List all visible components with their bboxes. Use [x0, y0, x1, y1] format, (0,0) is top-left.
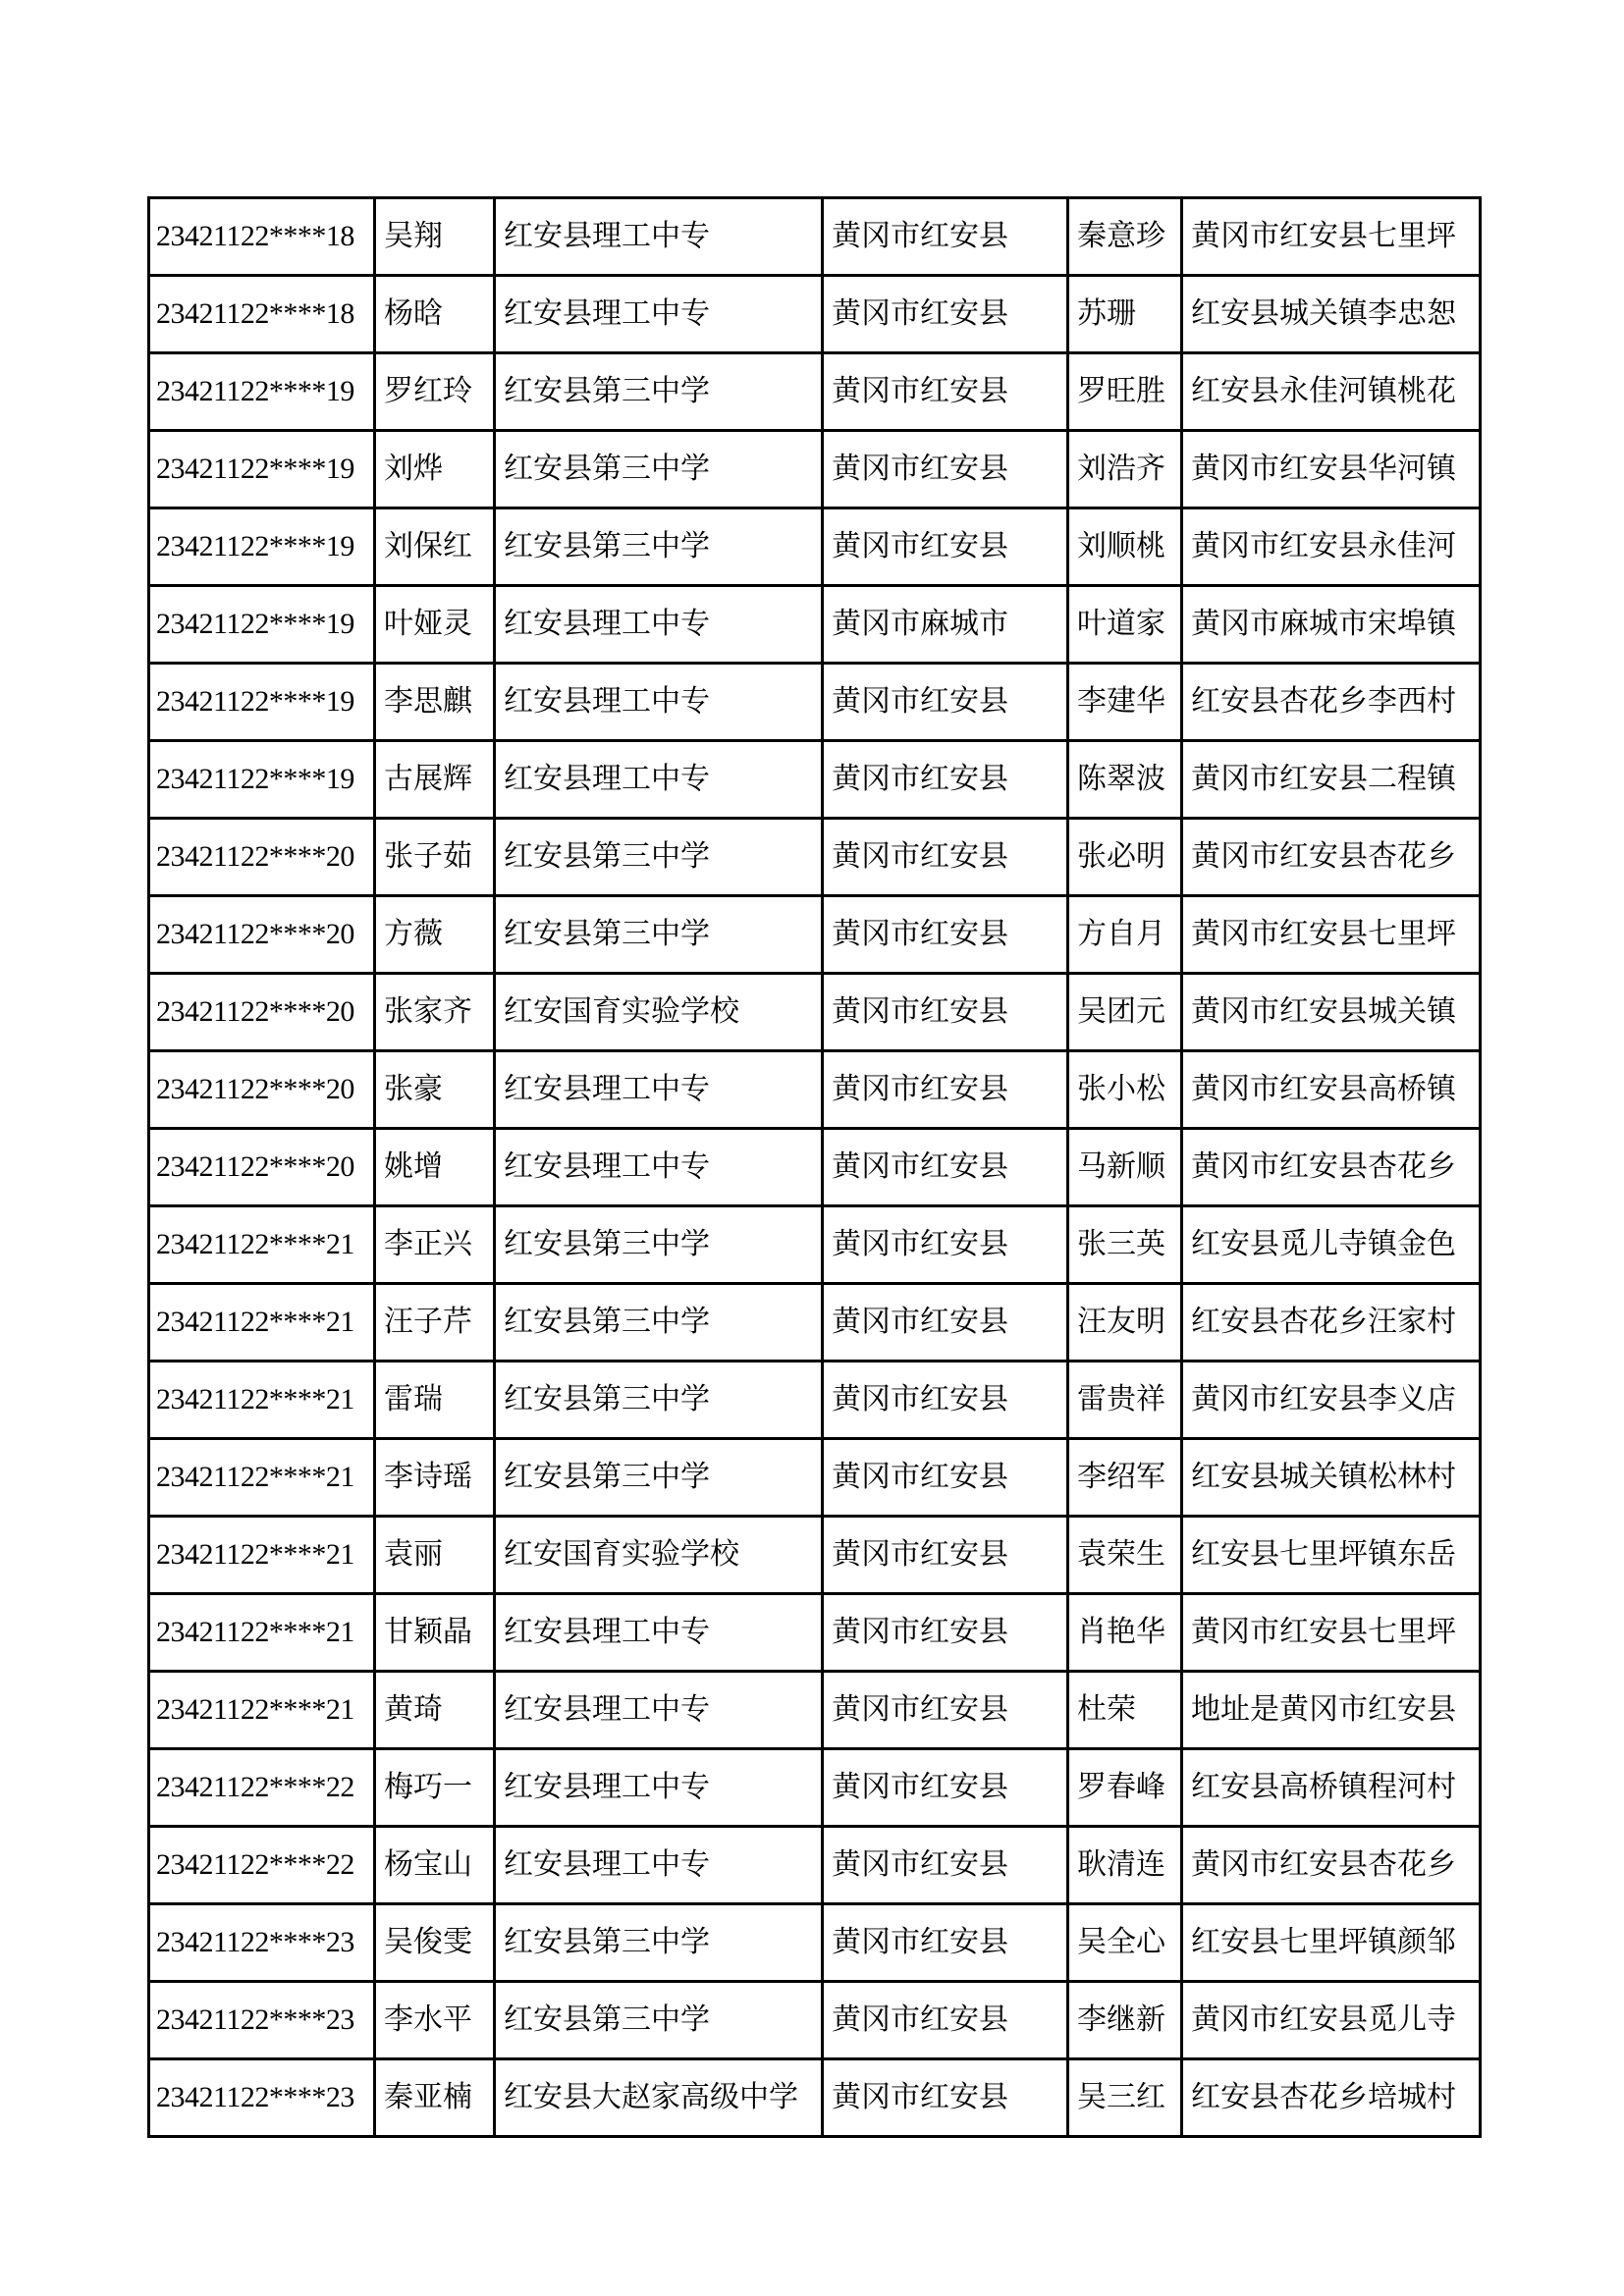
name-cell: 姚增 [375, 1129, 495, 1206]
guardian-cell: 雷贵祥 [1068, 1362, 1182, 1439]
id-cell: 23421122****21 [149, 1206, 375, 1284]
table-row [149, 1129, 1481, 1206]
guardian-cell: 肖艳华 [1068, 1594, 1182, 1672]
id-cell: 23421122****22 [149, 1749, 375, 1827]
table-row [149, 1594, 1481, 1672]
id-cell: 23421122****21 [149, 1517, 375, 1594]
address-cell: 黄冈市红安县七里坪 [1182, 198, 1481, 276]
school-cell: 红安国育实验学校 [495, 974, 823, 1051]
table-row [149, 431, 1481, 508]
school-cell: 红安县理工中专 [495, 586, 823, 664]
id-cell: 23421122****20 [149, 819, 375, 896]
guardian-cell: 吴团元 [1068, 974, 1182, 1051]
region-cell: 黄冈市红安县 [823, 431, 1068, 508]
id-cell: 23421122****21 [149, 1439, 375, 1517]
address-cell: 红安县七里坪镇东岳 [1182, 1517, 1481, 1594]
region-cell: 黄冈市红安县 [823, 2059, 1068, 2137]
table-body [149, 198, 1481, 2137]
id-cell: 23421122****20 [149, 974, 375, 1051]
name-cell: 袁丽 [375, 1517, 495, 1594]
table-row [149, 896, 1481, 974]
school-cell: 红安县第三中学 [495, 1982, 823, 2059]
guardian-cell: 叶道家 [1068, 586, 1182, 664]
name-cell: 黄琦 [375, 1672, 495, 1749]
name-cell: 秦亚楠 [375, 2059, 495, 2137]
id-cell: 23421122****19 [149, 741, 375, 819]
name-cell: 李水平 [375, 1982, 495, 2059]
address-cell: 红安县杏花乡汪家村 [1182, 1284, 1481, 1362]
address-cell: 红安县永佳河镇桃花 [1182, 353, 1481, 431]
guardian-cell: 张三英 [1068, 1206, 1182, 1284]
guardian-cell: 张必明 [1068, 819, 1182, 896]
name-cell: 方薇 [375, 896, 495, 974]
name-cell: 汪子芹 [375, 1284, 495, 1362]
address-cell: 地址是黄冈市红安县 [1182, 1672, 1481, 1749]
guardian-cell: 马新顺 [1068, 1129, 1182, 1206]
id-cell: 23421122****19 [149, 508, 375, 586]
guardian-cell: 罗春峰 [1068, 1749, 1182, 1827]
table-row [149, 1982, 1481, 2059]
address-cell: 红安县城关镇松林村 [1182, 1439, 1481, 1517]
region-cell: 黄冈市红安县 [823, 1439, 1068, 1517]
school-cell: 红安县第三中学 [495, 819, 823, 896]
guardian-cell: 汪友明 [1068, 1284, 1182, 1362]
region-cell: 黄冈市红安县 [823, 198, 1068, 276]
table-row [149, 353, 1481, 431]
id-cell: 23421122****21 [149, 1362, 375, 1439]
school-cell: 红安县第三中学 [495, 1206, 823, 1284]
address-cell: 红安县杏花乡李西村 [1182, 664, 1481, 741]
address-cell: 黄冈市红安县高桥镇 [1182, 1051, 1481, 1129]
guardian-cell: 袁荣生 [1068, 1517, 1182, 1594]
table-row [149, 1439, 1481, 1517]
guardian-cell: 秦意珍 [1068, 198, 1182, 276]
table-row [149, 741, 1481, 819]
table-row [149, 2059, 1481, 2137]
id-cell: 23421122****19 [149, 353, 375, 431]
region-cell: 黄冈市红安县 [823, 1672, 1068, 1749]
region-cell: 黄冈市红安县 [823, 508, 1068, 586]
region-cell: 黄冈市红安县 [823, 741, 1068, 819]
table-row [149, 1517, 1481, 1594]
table-row [149, 974, 1481, 1051]
school-cell: 红安县理工中专 [495, 664, 823, 741]
address-cell: 红安县杏花乡培城村 [1182, 2059, 1481, 2137]
table-row [149, 1206, 1481, 1284]
school-cell: 红安县第三中学 [495, 1362, 823, 1439]
id-cell: 23421122****21 [149, 1284, 375, 1362]
id-cell: 23421122****23 [149, 1982, 375, 2059]
guardian-cell: 耿清连 [1068, 1827, 1182, 1904]
guardian-cell: 吴三红 [1068, 2059, 1182, 2137]
id-cell: 23421122****21 [149, 1594, 375, 1672]
address-cell: 黄冈市红安县杏花乡 [1182, 1827, 1481, 1904]
table-row [149, 819, 1481, 896]
school-cell: 红安县第三中学 [495, 1284, 823, 1362]
school-cell: 红安县第三中学 [495, 353, 823, 431]
name-cell: 杨宝山 [375, 1827, 495, 1904]
address-cell: 黄冈市麻城市宋埠镇 [1182, 586, 1481, 664]
school-cell: 红安县大赵家高级中学 [495, 2059, 823, 2137]
id-cell: 23421122****22 [149, 1827, 375, 1904]
school-cell: 红安县第三中学 [495, 431, 823, 508]
name-cell: 张家齐 [375, 974, 495, 1051]
region-cell: 黄冈市红安县 [823, 1982, 1068, 2059]
name-cell: 吴俊雯 [375, 1904, 495, 1982]
region-cell: 黄冈市红安县 [823, 1362, 1068, 1439]
school-cell: 红安县理工中专 [495, 1827, 823, 1904]
school-cell: 红安县理工中专 [495, 276, 823, 353]
name-cell: 罗红玲 [375, 353, 495, 431]
school-cell: 红安县理工中专 [495, 1672, 823, 1749]
name-cell: 张子茹 [375, 819, 495, 896]
name-cell: 吴翔 [375, 198, 495, 276]
id-cell: 23421122****20 [149, 1051, 375, 1129]
school-cell: 红安县第三中学 [495, 508, 823, 586]
id-cell: 23421122****20 [149, 896, 375, 974]
guardian-cell: 刘浩齐 [1068, 431, 1182, 508]
region-cell: 黄冈市红安县 [823, 1904, 1068, 1982]
guardian-cell: 李建华 [1068, 664, 1182, 741]
school-cell: 红安县理工中专 [495, 198, 823, 276]
id-cell: 23421122****21 [149, 1672, 375, 1749]
name-cell: 张豪 [375, 1051, 495, 1129]
guardian-cell: 张小松 [1068, 1051, 1182, 1129]
address-cell: 黄冈市红安县杏花乡 [1182, 1129, 1481, 1206]
school-cell: 红安县第三中学 [495, 1439, 823, 1517]
id-cell: 23421122****19 [149, 431, 375, 508]
school-cell: 红安国育实验学校 [495, 1517, 823, 1594]
id-cell: 23421122****18 [149, 198, 375, 276]
table-row [149, 1749, 1481, 1827]
school-cell: 红安县理工中专 [495, 1749, 823, 1827]
address-cell: 红安县七里坪镇颜邹 [1182, 1904, 1481, 1982]
region-cell: 黄冈市红安县 [823, 276, 1068, 353]
school-cell: 红安县理工中专 [495, 1129, 823, 1206]
id-cell: 23421122****23 [149, 1904, 375, 1982]
region-cell: 黄冈市红安县 [823, 353, 1068, 431]
name-cell: 刘烨 [375, 431, 495, 508]
name-cell: 雷瑞 [375, 1362, 495, 1439]
school-cell: 红安县第三中学 [495, 1904, 823, 1982]
region-cell: 黄冈市红安县 [823, 1051, 1068, 1129]
region-cell: 黄冈市红安县 [823, 1206, 1068, 1284]
region-cell: 黄冈市红安县 [823, 1594, 1068, 1672]
region-cell: 黄冈市红安县 [823, 1517, 1068, 1594]
guardian-cell: 罗旺胜 [1068, 353, 1182, 431]
student-roster-table [147, 196, 1482, 2138]
name-cell: 梅巧一 [375, 1749, 495, 1827]
table-row [149, 508, 1481, 586]
address-cell: 黄冈市红安县李义店 [1182, 1362, 1481, 1439]
table-row [149, 1904, 1481, 1982]
school-cell: 红安县理工中专 [495, 1594, 823, 1672]
address-cell: 黄冈市红安县二程镇 [1182, 741, 1481, 819]
guardian-cell: 李绍军 [1068, 1439, 1182, 1517]
name-cell: 李思麒 [375, 664, 495, 741]
guardian-cell: 刘顺桃 [1068, 508, 1182, 586]
table-row [149, 198, 1481, 276]
address-cell: 黄冈市红安县觅儿寺 [1182, 1982, 1481, 2059]
address-cell: 黄冈市红安县七里坪 [1182, 896, 1481, 974]
table-row [149, 586, 1481, 664]
table-row [149, 1672, 1481, 1749]
address-cell: 红安县觅儿寺镇金色 [1182, 1206, 1481, 1284]
name-cell: 李正兴 [375, 1206, 495, 1284]
region-cell: 黄冈市红安县 [823, 664, 1068, 741]
address-cell: 红安县高桥镇程河村 [1182, 1749, 1481, 1827]
id-cell: 23421122****18 [149, 276, 375, 353]
school-cell: 红安县第三中学 [495, 896, 823, 974]
id-cell: 23421122****19 [149, 586, 375, 664]
region-cell: 黄冈市红安县 [823, 974, 1068, 1051]
table-row [149, 664, 1481, 741]
name-cell: 叶娅灵 [375, 586, 495, 664]
region-cell: 黄冈市红安县 [823, 819, 1068, 896]
guardian-cell: 方自月 [1068, 896, 1182, 974]
name-cell: 杨晗 [375, 276, 495, 353]
address-cell: 黄冈市红安县华河镇 [1182, 431, 1481, 508]
name-cell: 甘颖晶 [375, 1594, 495, 1672]
address-cell: 红安县城关镇李忠恕 [1182, 276, 1481, 353]
guardian-cell: 陈翠波 [1068, 741, 1182, 819]
guardian-cell: 苏珊 [1068, 276, 1182, 353]
address-cell: 黄冈市红安县杏花乡 [1182, 819, 1481, 896]
guardian-cell: 李继新 [1068, 1982, 1182, 2059]
school-cell: 红安县理工中专 [495, 1051, 823, 1129]
table-row [149, 1051, 1481, 1129]
table-row [149, 1827, 1481, 1904]
school-cell: 红安县理工中专 [495, 741, 823, 819]
id-cell: 23421122****23 [149, 2059, 375, 2137]
region-cell: 黄冈市红安县 [823, 896, 1068, 974]
address-cell: 黄冈市红安县七里坪 [1182, 1594, 1481, 1672]
region-cell: 黄冈市红安县 [823, 1749, 1068, 1827]
guardian-cell: 杜荣 [1068, 1672, 1182, 1749]
name-cell: 古展辉 [375, 741, 495, 819]
id-cell: 23421122****19 [149, 664, 375, 741]
region-cell: 黄冈市红安县 [823, 1129, 1068, 1206]
id-cell: 23421122****20 [149, 1129, 375, 1206]
table-row [149, 1362, 1481, 1439]
address-cell: 黄冈市红安县城关镇 [1182, 974, 1481, 1051]
guardian-cell: 吴全心 [1068, 1904, 1182, 1982]
table-row [149, 276, 1481, 353]
address-cell: 黄冈市红安县永佳河 [1182, 508, 1481, 586]
region-cell: 黄冈市红安县 [823, 1284, 1068, 1362]
region-cell: 黄冈市红安县 [823, 1827, 1068, 1904]
name-cell: 刘保红 [375, 508, 495, 586]
name-cell: 李诗瑶 [375, 1439, 495, 1517]
table-row [149, 1284, 1481, 1362]
region-cell: 黄冈市麻城市 [823, 586, 1068, 664]
